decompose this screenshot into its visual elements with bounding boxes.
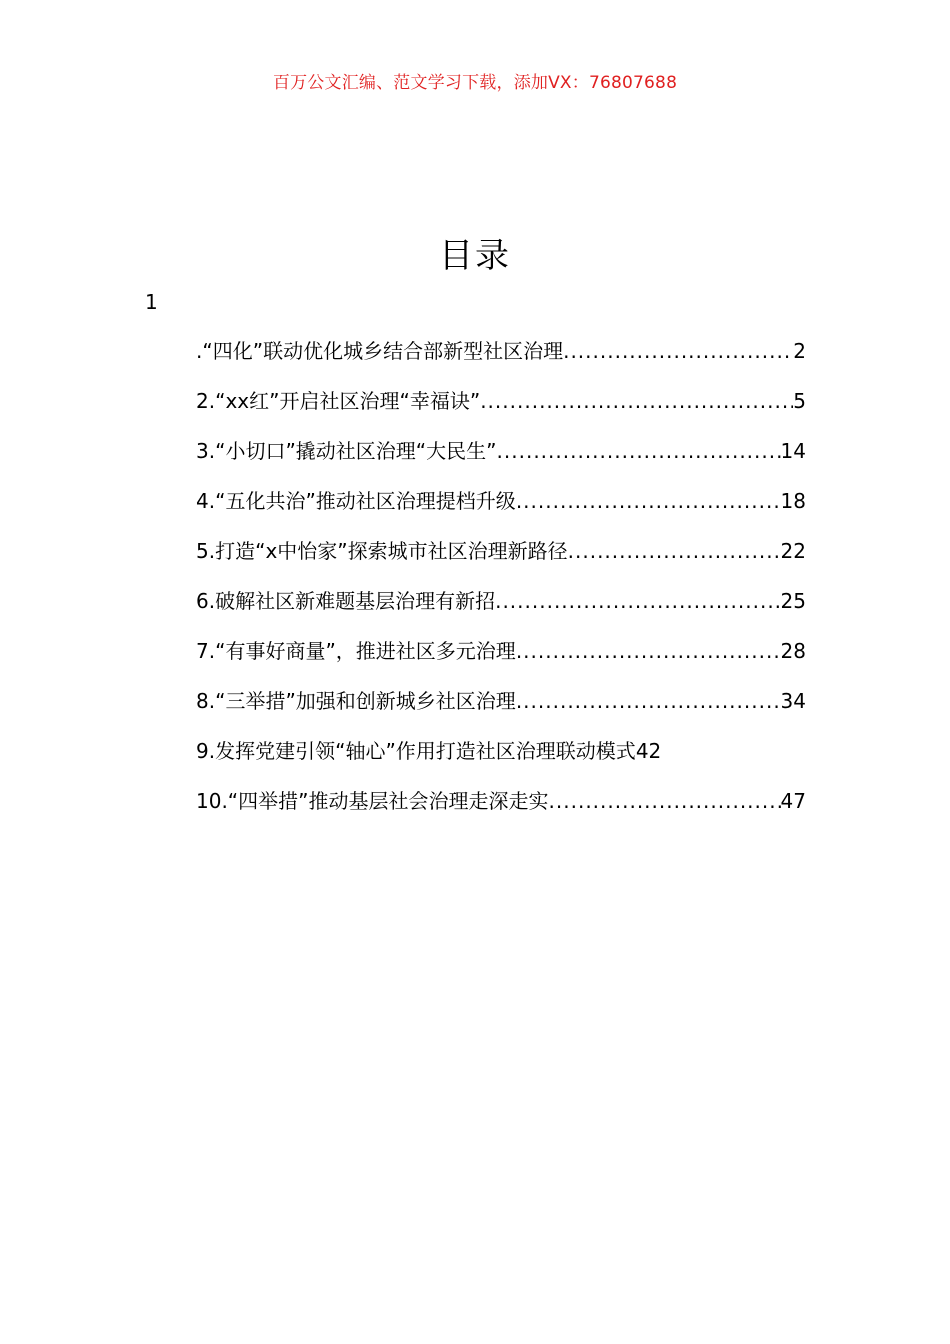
toc-entry-page: 28: [780, 639, 806, 663]
toc-entry-text: 6.破解社区新难题基层治理有新招: [196, 589, 496, 613]
toc-entry-leader: [480, 383, 793, 419]
header-note: 百万公文汇编、范文学习下载，添加VX：76807688: [272, 73, 678, 93]
toc-entry[interactable]: [196, 583, 806, 633]
toc-entry-leader: [568, 533, 781, 569]
toc-entry-leader: [516, 483, 781, 519]
toc-entry-leader: [516, 633, 781, 669]
toc-entry[interactable]: [196, 333, 806, 383]
toc-entry-page: 22: [780, 539, 806, 563]
toc-entry-text: 8.“三举措”加强和创新城乡社区治理: [196, 689, 516, 713]
toc-entry[interactable]: [196, 733, 806, 783]
toc-entry[interactable]: [196, 683, 806, 733]
toc-entry-page: 14: [780, 439, 806, 463]
toc-entry-text: 7.“有事好商量”，推进社区多元治理: [196, 639, 516, 663]
toc-entry[interactable]: [196, 483, 806, 533]
toc-entry[interactable]: [196, 633, 806, 683]
toc-entry-page: 47: [780, 789, 806, 813]
toc-entry-leader: [563, 333, 793, 369]
toc-entry-leader: [497, 433, 781, 469]
toc-entry-leader: [516, 683, 781, 719]
toc-entry[interactable]: [196, 533, 806, 583]
toc-entry-page: 25: [780, 589, 806, 613]
toc-entry-text: 10.“四举措”推动基层社会治理走深走实: [196, 789, 549, 813]
toc-list: [196, 333, 806, 833]
toc-entry-page: 42: [635, 739, 662, 763]
toc-title: 目录: [439, 236, 511, 276]
toc-entry-page: 2: [793, 339, 806, 363]
toc-entry-text: .“四化”联动优化城乡结合部新型社区治理: [196, 339, 564, 363]
toc-entry-text: 4.“五化共治”推动社区治理提档升级: [196, 489, 516, 513]
stray-number: 1: [145, 290, 158, 314]
toc-entry-leader: [549, 783, 781, 819]
toc-entry-page: 5: [793, 389, 806, 413]
toc-entry-page: 18: [780, 489, 806, 513]
toc-entry-text: 2.“xx红”开启社区治理“幸福诀”: [196, 389, 481, 413]
toc-entry[interactable]: [196, 433, 806, 483]
toc-entry[interactable]: [196, 783, 806, 833]
toc-entry-text: 5.打造“x中怡家”探索城市社区治理新路径: [196, 539, 568, 563]
toc-entry-leader: [495, 583, 780, 619]
toc-entry-text: 3.“小切口”撬动社区治理“大民生”: [196, 439, 497, 463]
toc-entry-page: 34: [780, 689, 806, 713]
toc-entry-text: 9.发挥党建引领“轴心”作用打造社区治理联动模式: [196, 739, 636, 763]
toc-entry[interactable]: [196, 383, 806, 433]
